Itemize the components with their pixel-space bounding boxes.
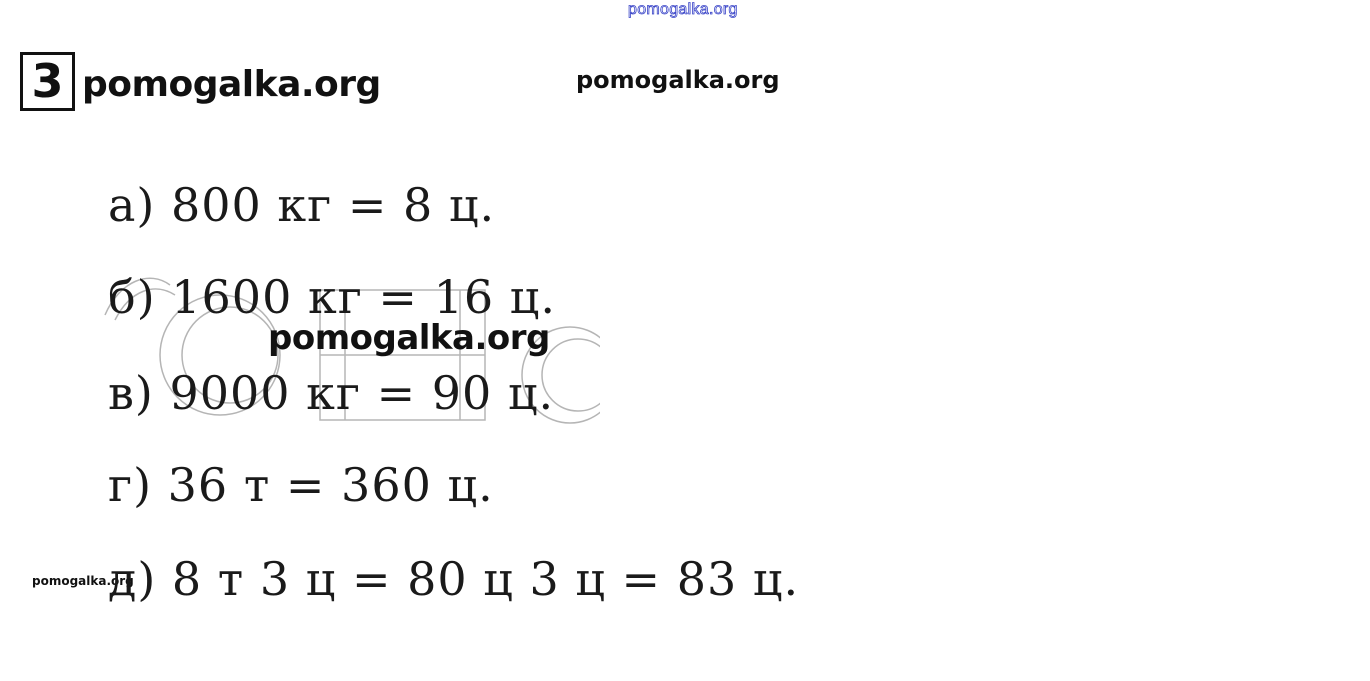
equation-line-v: в) 9000 кг = 90 ц. [108, 366, 555, 420]
watermark-left: pomogalka.org [32, 574, 134, 588]
watermark-top: pomogalka.org [628, 1, 738, 18]
equation-line-a: а) 800 кг = 8 ц. [108, 178, 496, 232]
task-number-box: 3 [20, 52, 75, 111]
equation-line-b: б) 1600 кг = 16 ц. [108, 270, 556, 324]
watermark-right: pomogalka.org [576, 66, 780, 94]
equation-line-g: г) 36 т = 360 ц. [108, 458, 494, 512]
watermark-header: pomogalka.org [82, 64, 381, 105]
watermark-center: pomogalka.org [268, 318, 550, 358]
equation-line-d: д) 8 т 3 ц = 80 ц 3 ц = 83 ц. [108, 552, 800, 606]
